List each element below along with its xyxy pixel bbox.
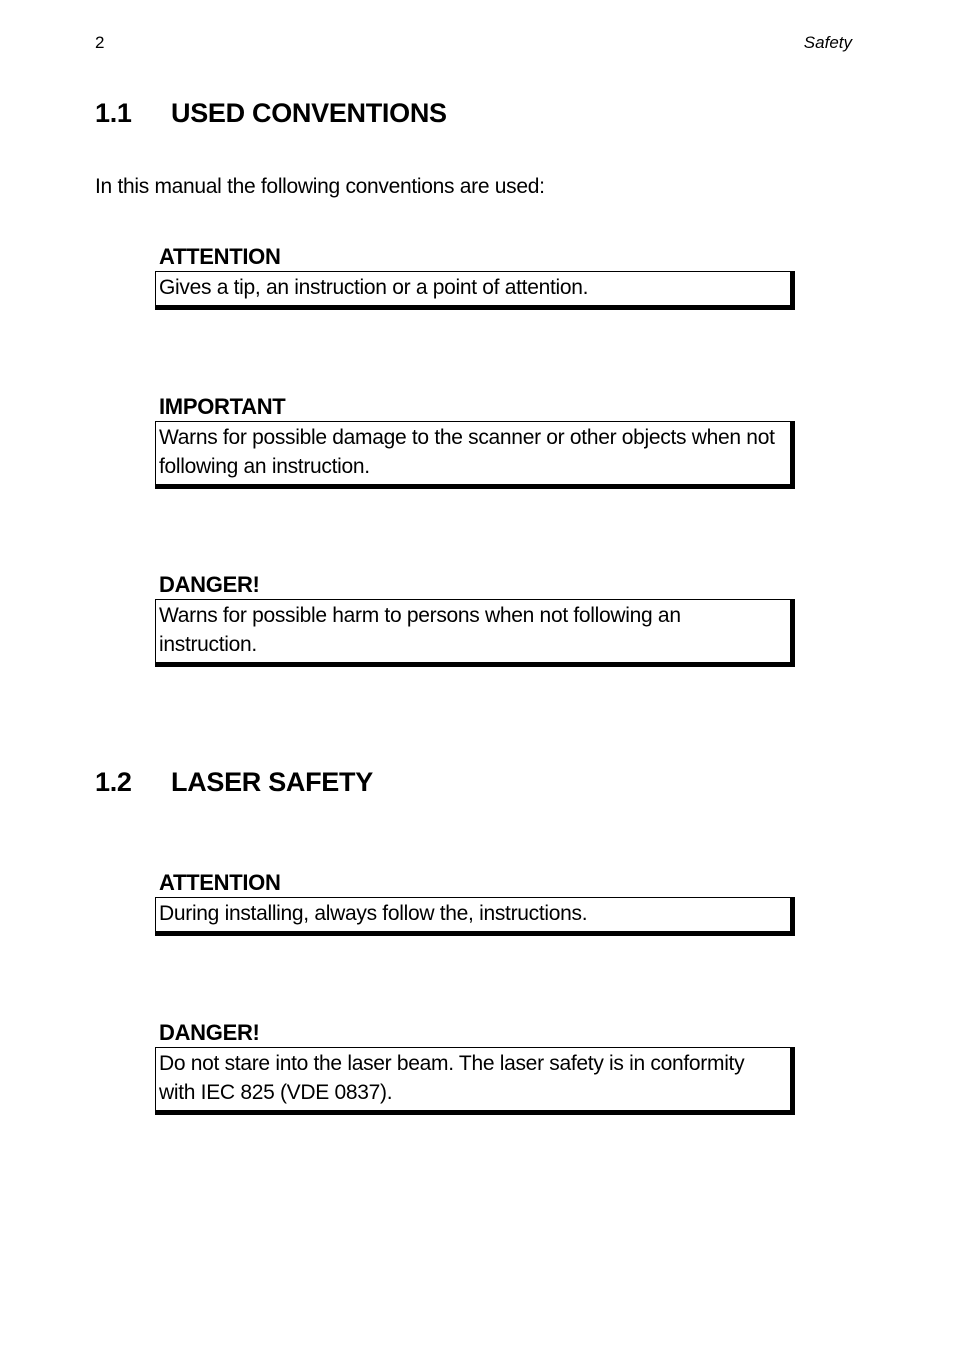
notice-text: During installing, always follow the, instructions. [159,902,588,925]
section-number: 1.1 [95,98,132,128]
notice-danger-laser [155,1019,795,1115]
notice-text: Warns for possible damage to the scanner or other objects when not following an instruction. [159,426,775,478]
notice-box [155,271,795,310]
notice-label: DANGER! [159,1020,260,1045]
section-title: LASER SAFETY [171,767,373,797]
notice-label: ATTENTION [159,870,281,895]
notice-label: DANGER! [159,572,260,597]
notice-box [155,897,795,936]
notice-danger [155,571,795,667]
section-title: USED CONVENTIONS [171,98,447,128]
notice-text: Gives a tip, an instruction or a point of attention. [159,276,589,299]
notice-important [155,393,795,489]
notice-attention [155,243,795,310]
notice-text: Do not stare into the laser beam. The laser safety is in conformity with IEC 825 (VDE 0837). [159,1052,745,1104]
intro-paragraph: In this manual the following conventions are used: [95,175,545,198]
notice-attention-laser [155,869,795,936]
page-number: 2 [95,33,105,52]
notice-box [155,421,795,489]
notice-label: ATTENTION [159,244,281,269]
notice-box [155,599,795,667]
section-heading-used-conventions [95,98,447,129]
section-heading-laser-safety [95,767,373,798]
notice-label: IMPORTANT [159,394,286,419]
running-header: Safety [803,33,852,52]
notice-box [155,1047,795,1115]
notice-text: Warns for possible harm to persons when not following an instruction. [159,604,681,656]
section-number: 1.2 [95,767,132,797]
